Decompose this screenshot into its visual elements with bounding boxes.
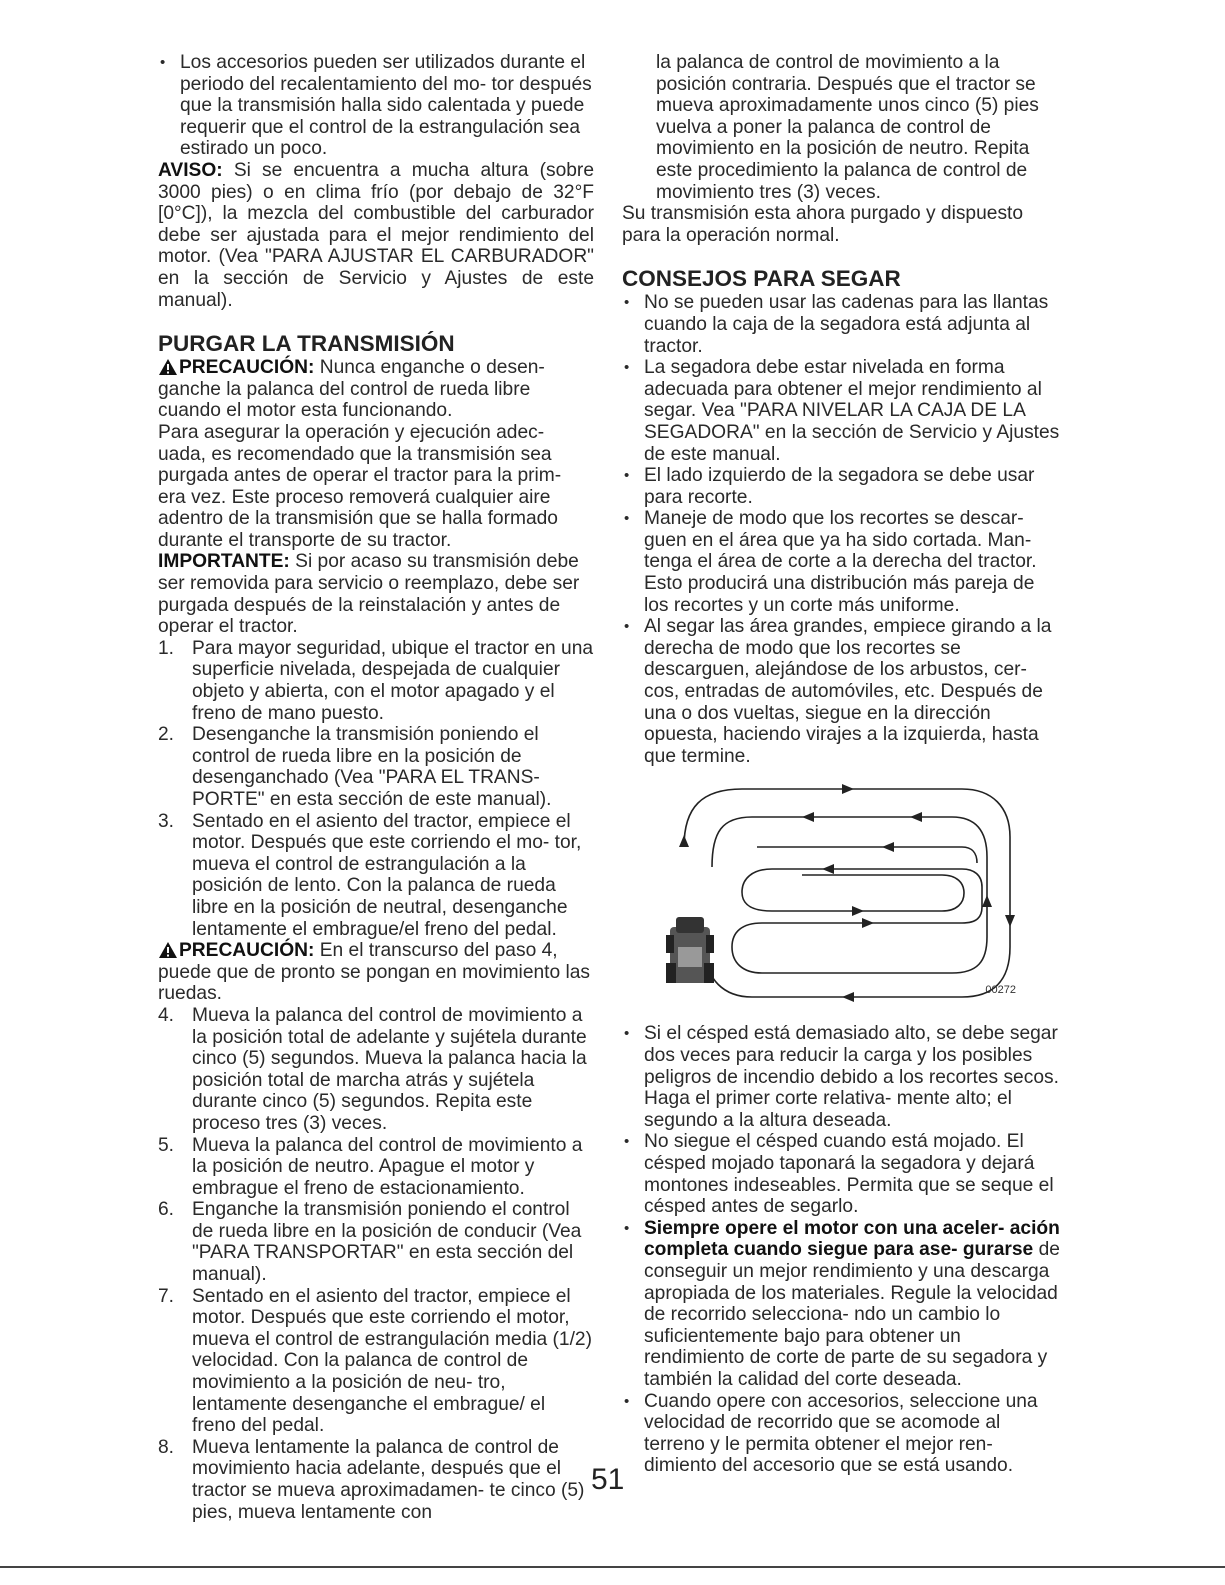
step-text: Mueva la palanca del control de movimiento a la posición de neutro. Apague el motor y embrague el freno de estacionamiento. (192, 1134, 583, 1199)
step-text: Mueva la palanca del control de movimiento a la posición total de adelante y sujétela durante cinco (5) segundos. Mueva la palanca hacia la posición total de marcha atrás y sujétela durante cinco (5) segundos. Repita este proceso tres (3) veces. (192, 1004, 587, 1134)
step-text: Desenganche la transmisión poniendo el control de rueda libre en la posición de desenganchado (Vea "PARA EL TRANS- PORTE" en esta sección de este manual). (192, 724, 552, 810)
tip-item: • Cuando opere con accesorios, seleccione una velocidad de recorrido que se acomode al terreno y le permita obtener el mejor ren- dimiento del accesorio que se está usando. (622, 1391, 1064, 1477)
tip-item-bold (622, 1218, 1064, 1391)
tip-item: • Al segar las área grandes, empiece girando a la derecha de modo que los recortes se descarguen, alejándose de los arbustos, cer- cos, entradas de automóviles, etc. Después de una o dos vueltas, siegue en la dirección opuesta, haciendo virajes a la izquierda, hasta que termine. (622, 616, 1064, 767)
section-title-consejos: CONSEJOS PARA SEGAR (622, 266, 901, 292)
tip-rest-text: de conseguir un mejor rendimiento y una descarga apropiada de los materiales. Regule la velocidad de recorrido selecciona- ndo un cambio lo suficientemente bajo para obtener un rendimiento de corte de parte de su segadora y también la calidad del corte deseada. (644, 1239, 1060, 1390)
section-title-purgar: PURGAR LA TRANSMISIÓN (158, 331, 455, 357)
precaucion-2 (158, 940, 594, 1005)
tractor-icon (666, 917, 714, 983)
precaucion-2-label: PRECAUCIÓN: (179, 940, 315, 962)
step-item (158, 1135, 594, 1200)
importante-paragraph (158, 551, 594, 637)
importante-label: IMPORTANTE: (158, 551, 290, 573)
step-text: Enganche la transmisión poniendo el control de rueda libre en la posición de conducir (Vea "PARA TRANSPORTAR" en esta sección del manual). (192, 1199, 582, 1286)
bottom-rule (0, 1566, 1225, 1568)
tips-list-b (622, 1023, 1064, 1476)
steps-list-b (158, 1005, 594, 1523)
step-item (158, 811, 594, 941)
step-text: Para mayor seguridad, ubique el tractor en una superficie nivelada, despejada de cualquier objeto y abierta, con el motor apagado y el freno de mano puesto. (192, 637, 594, 724)
step-text: Sentado en el asiento del tractor, empiece el motor. Después que este corriendo el motor, mueva el control de estrangulación media (1/2) velocidad. Con la palanca de control de movimiento a la posición de neu- tro, lentamente desenganche el embrague/ el freno del pedal. (192, 1285, 592, 1437)
step-number: 4. (158, 1004, 175, 1026)
warning-icon (158, 941, 178, 959)
importante-text: Si por acaso su transmisión debe ser removida para servicio o reemplazo, debe ser purgada después de la reinstalación y antes de operar el tractor. (158, 551, 580, 638)
step-number: 5. (158, 1134, 175, 1156)
step-item (158, 724, 594, 810)
aviso-paragraph (158, 160, 594, 311)
step-item (158, 1005, 594, 1135)
aviso-label: AVISO: (158, 159, 223, 181)
step-item (158, 638, 594, 724)
step-item (158, 1437, 594, 1523)
intro-bullet: • Los accesorios pueden ser utilizados durante el periodo del recalentamiento del mo- tor después que la transmisión halla sido calentada y puede requerir que el control de la estrangulación sea estirado un poco. (158, 52, 594, 160)
precaucion-1-label: PRECAUCIÓN: (179, 357, 315, 379)
left-column (158, 52, 594, 1523)
tips-list-a (622, 292, 1064, 767)
step-text: Sentado en el asiento del tractor, empiece el motor. Después que este corriendo el mo- tor, mueva el control de estrangulación a la posición de lento. Con la palanca de rueda libre en la posición de neutral, desenganche lentamente el embrague/el freno del pedal. (192, 810, 582, 940)
precaucion-2-text: En el transcurso del paso 4, puede que de pronto se pongan en movimiento las ruedas. (158, 940, 591, 1005)
step-number: 3. (158, 810, 175, 832)
step-number: 2. (158, 724, 175, 746)
step-number: 6. (158, 1199, 175, 1221)
step-number: 1. (158, 637, 175, 659)
mowing-pattern-diagram (662, 777, 1022, 1007)
purged-paragraph: Su transmisión esta ahora purgado y dispuesto para la operación normal. (622, 203, 1024, 246)
page-number: 51 (591, 1463, 625, 1496)
step-number: 7. (158, 1285, 175, 1307)
mowing-pattern-figure (662, 777, 1022, 1007)
step-item (158, 1286, 594, 1437)
warning-icon (158, 358, 178, 376)
step-item (158, 1199, 594, 1285)
right-column (622, 52, 1064, 1477)
step-text: Mueva lentamente la palanca de control de movimiento hacia adelante, después que el tractor se mueva aproximadamen- te cinco (5) pies, mueva lentamente con (192, 1436, 585, 1523)
step-8-continuation: la palanca de control de movimiento a la posición contraria. Después que el tractor se mueva aproximadamente unos cinco (5) pies vuelva a poner la palanca de control de movimiento en la posición de neutro. Repita este procedimiento la palanca de control de movimiento tres (3) veces. (656, 52, 1039, 203)
aviso-text: Si se encuentra a mucha altura (sobre 3000 pies) o en clima frío (por debajo de 32°F [0°C]), la mezcla del combustible del carburador debe ser ajustada para el mejor rendimiento del motor. (Vea "PARA AJUSTAR EL CARBURADOR" en la sección de Servicio y Ajustes de este manual). (158, 159, 594, 311)
step-number: 8. (158, 1436, 175, 1458)
tip-item: • El lado izquierdo de la segadora se debe usar para recorte. (622, 465, 1064, 508)
para-asegurar-paragraph: Para asegurar la operación y ejecución adec- uada, es recomendado que la transmisión sea purgada antes de operar el tractor para la prim- era vez. Este proceso removerá cualquier aire adentro de la transmisión que se halla formado durante el transporte de su tractor. (158, 421, 562, 551)
figure-code: 00272 (985, 983, 1016, 996)
tip-item: • Maneje de modo que los recortes se descar- guen en el área que ya ha sido cortada. Man- tenga el área de corte a la derecha del tractor. Esto producirá una distribución más pareja de los recortes y un corte más uniforme. (622, 508, 1064, 616)
tip-item: • No se pueden usar las cadenas para las llantas cuando la caja de la segadora está adjunta al tractor. (622, 292, 1064, 357)
tip-bold-text: Siempre opere el motor con una aceler- ación completa cuando siegue para ase- gurarse (644, 1217, 1060, 1261)
tip-item: • La segadora debe estar nivelada en forma adecuada para obtener el mejor rendimiento al segar. Vea "PARA NIVELAR LA CAJA DE LA SEGADORA" en la sección de Servicio y Ajustes de este manual. (622, 357, 1064, 465)
tip-item: • Si el césped está demasiado alto, se debe segar dos veces para reducir la carga y los posibles peligros de incendio debido a los recortes secos. Haga el primer corte relativa- mente alto; el segundo a la altura deseada. (622, 1023, 1064, 1131)
tip-item: • No siegue el césped cuando está mojado. El césped mojado taponará la segadora y dejará montones indeseables. Permita que se seque el césped antes de segarlo. (622, 1131, 1064, 1217)
steps-list-a (158, 638, 594, 940)
precaucion-1-text: Nunca enganche o desen- ganche la palanca del control de rueda libre cuando el motor esta funcionando. (158, 357, 545, 422)
precaucion-1 (158, 357, 594, 422)
